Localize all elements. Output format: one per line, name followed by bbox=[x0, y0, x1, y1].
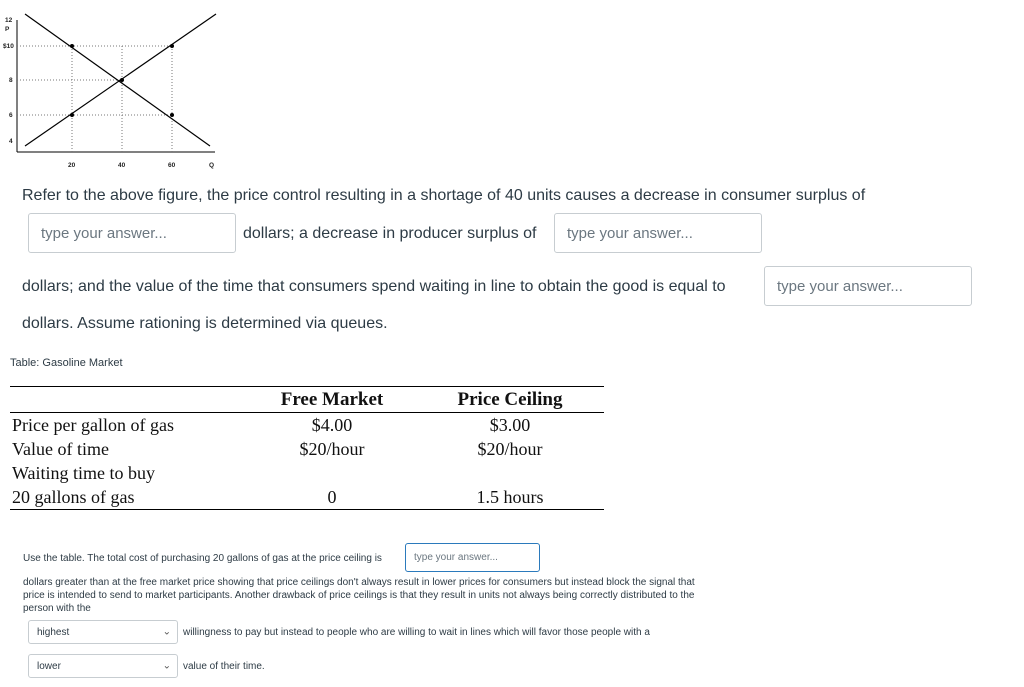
gasoline-market-table bbox=[10, 386, 604, 510]
free-market-value: $4.00 bbox=[311, 415, 353, 435]
total-cost-input[interactable] bbox=[405, 543, 540, 572]
question1-line3: dollars; and the value of the time that consumers spend waiting in line to obtain the good is equal to bbox=[22, 278, 726, 295]
point bbox=[170, 44, 174, 48]
question1-line4: dollars. Assume rationing is determined via queues. bbox=[22, 315, 388, 332]
point bbox=[120, 78, 124, 82]
willingness-select[interactable] bbox=[28, 620, 178, 644]
x-tick-label: 60 bbox=[168, 162, 176, 169]
price-ceiling-value: $20/hour bbox=[477, 439, 543, 459]
table-row bbox=[10, 485, 604, 510]
supply-demand-graph bbox=[0, 0, 230, 180]
chevron-down-icon: ⌄ bbox=[162, 626, 171, 638]
free-market-value: $20/hour bbox=[299, 439, 365, 459]
value-of-time-select[interactable] bbox=[28, 654, 178, 678]
x-axis-label: Q bbox=[209, 162, 215, 169]
y-tick-label: 12 bbox=[5, 17, 13, 24]
table-row bbox=[10, 437, 604, 461]
question1-line1: Refer to the above figure, the price control resulting in a shortage of 40 units causes a decrease in consumer surplus of bbox=[22, 187, 866, 204]
point bbox=[170, 113, 174, 117]
y-tick-label: 8 bbox=[9, 77, 13, 84]
chevron-down-icon: ⌄ bbox=[162, 660, 171, 672]
waiting-time-value-input[interactable] bbox=[764, 266, 972, 306]
table-header bbox=[10, 387, 248, 413]
point bbox=[70, 44, 74, 48]
row-label: Price per gallon of gas bbox=[12, 415, 174, 435]
question2-after-select1: willingness to pay but instead to people who are willing to wait in lines which will favor those people with a bbox=[183, 627, 650, 638]
y-axis-label: P bbox=[5, 26, 10, 33]
table-caption: Table: Gasoline Market bbox=[10, 357, 123, 369]
x-tick-label: 20 bbox=[68, 162, 76, 169]
point bbox=[70, 113, 74, 117]
y-tick-label: $10 bbox=[3, 43, 14, 50]
consumer-surplus-input[interactable] bbox=[28, 213, 236, 253]
table-header: Price Ceiling bbox=[457, 389, 563, 410]
producer-surplus-input[interactable] bbox=[554, 213, 762, 253]
select-value: highest bbox=[37, 626, 70, 638]
table-row bbox=[10, 461, 604, 485]
question1-text-mid: dollars; a decrease in producer surplus of bbox=[243, 225, 537, 242]
table-row bbox=[10, 413, 604, 438]
select-value: lower bbox=[37, 660, 61, 672]
price-ceiling-value: 1.5 hours bbox=[476, 487, 544, 507]
y-tick-label: 4 bbox=[9, 138, 13, 145]
row-label: 20 gallons of gas bbox=[12, 487, 135, 507]
free-market-value bbox=[248, 461, 416, 485]
row-label: Value of time bbox=[12, 439, 109, 459]
free-market-value: 0 bbox=[327, 487, 337, 507]
table-header: Free Market bbox=[280, 389, 384, 410]
x-tick-label: 40 bbox=[118, 162, 126, 169]
question2-paragraph: dollars greater than at the free market price showing that price ceilings don't always result in lower prices for consumers but instead block the signal that price is intended to send to market participants. Another drawback of price ceilings is that they result in units not always being correctly distributed to the person with the bbox=[23, 577, 695, 614]
question2-after-select2: value of their time. bbox=[183, 661, 265, 672]
price-ceiling-value: $3.00 bbox=[489, 415, 531, 435]
y-tick-label: 6 bbox=[9, 112, 13, 119]
row-label: Waiting time to buy bbox=[12, 463, 156, 483]
price-ceiling-value bbox=[416, 461, 604, 485]
question2-line1: Use the table. The total cost of purchasing 20 gallons of gas at the price ceiling is bbox=[23, 553, 382, 564]
